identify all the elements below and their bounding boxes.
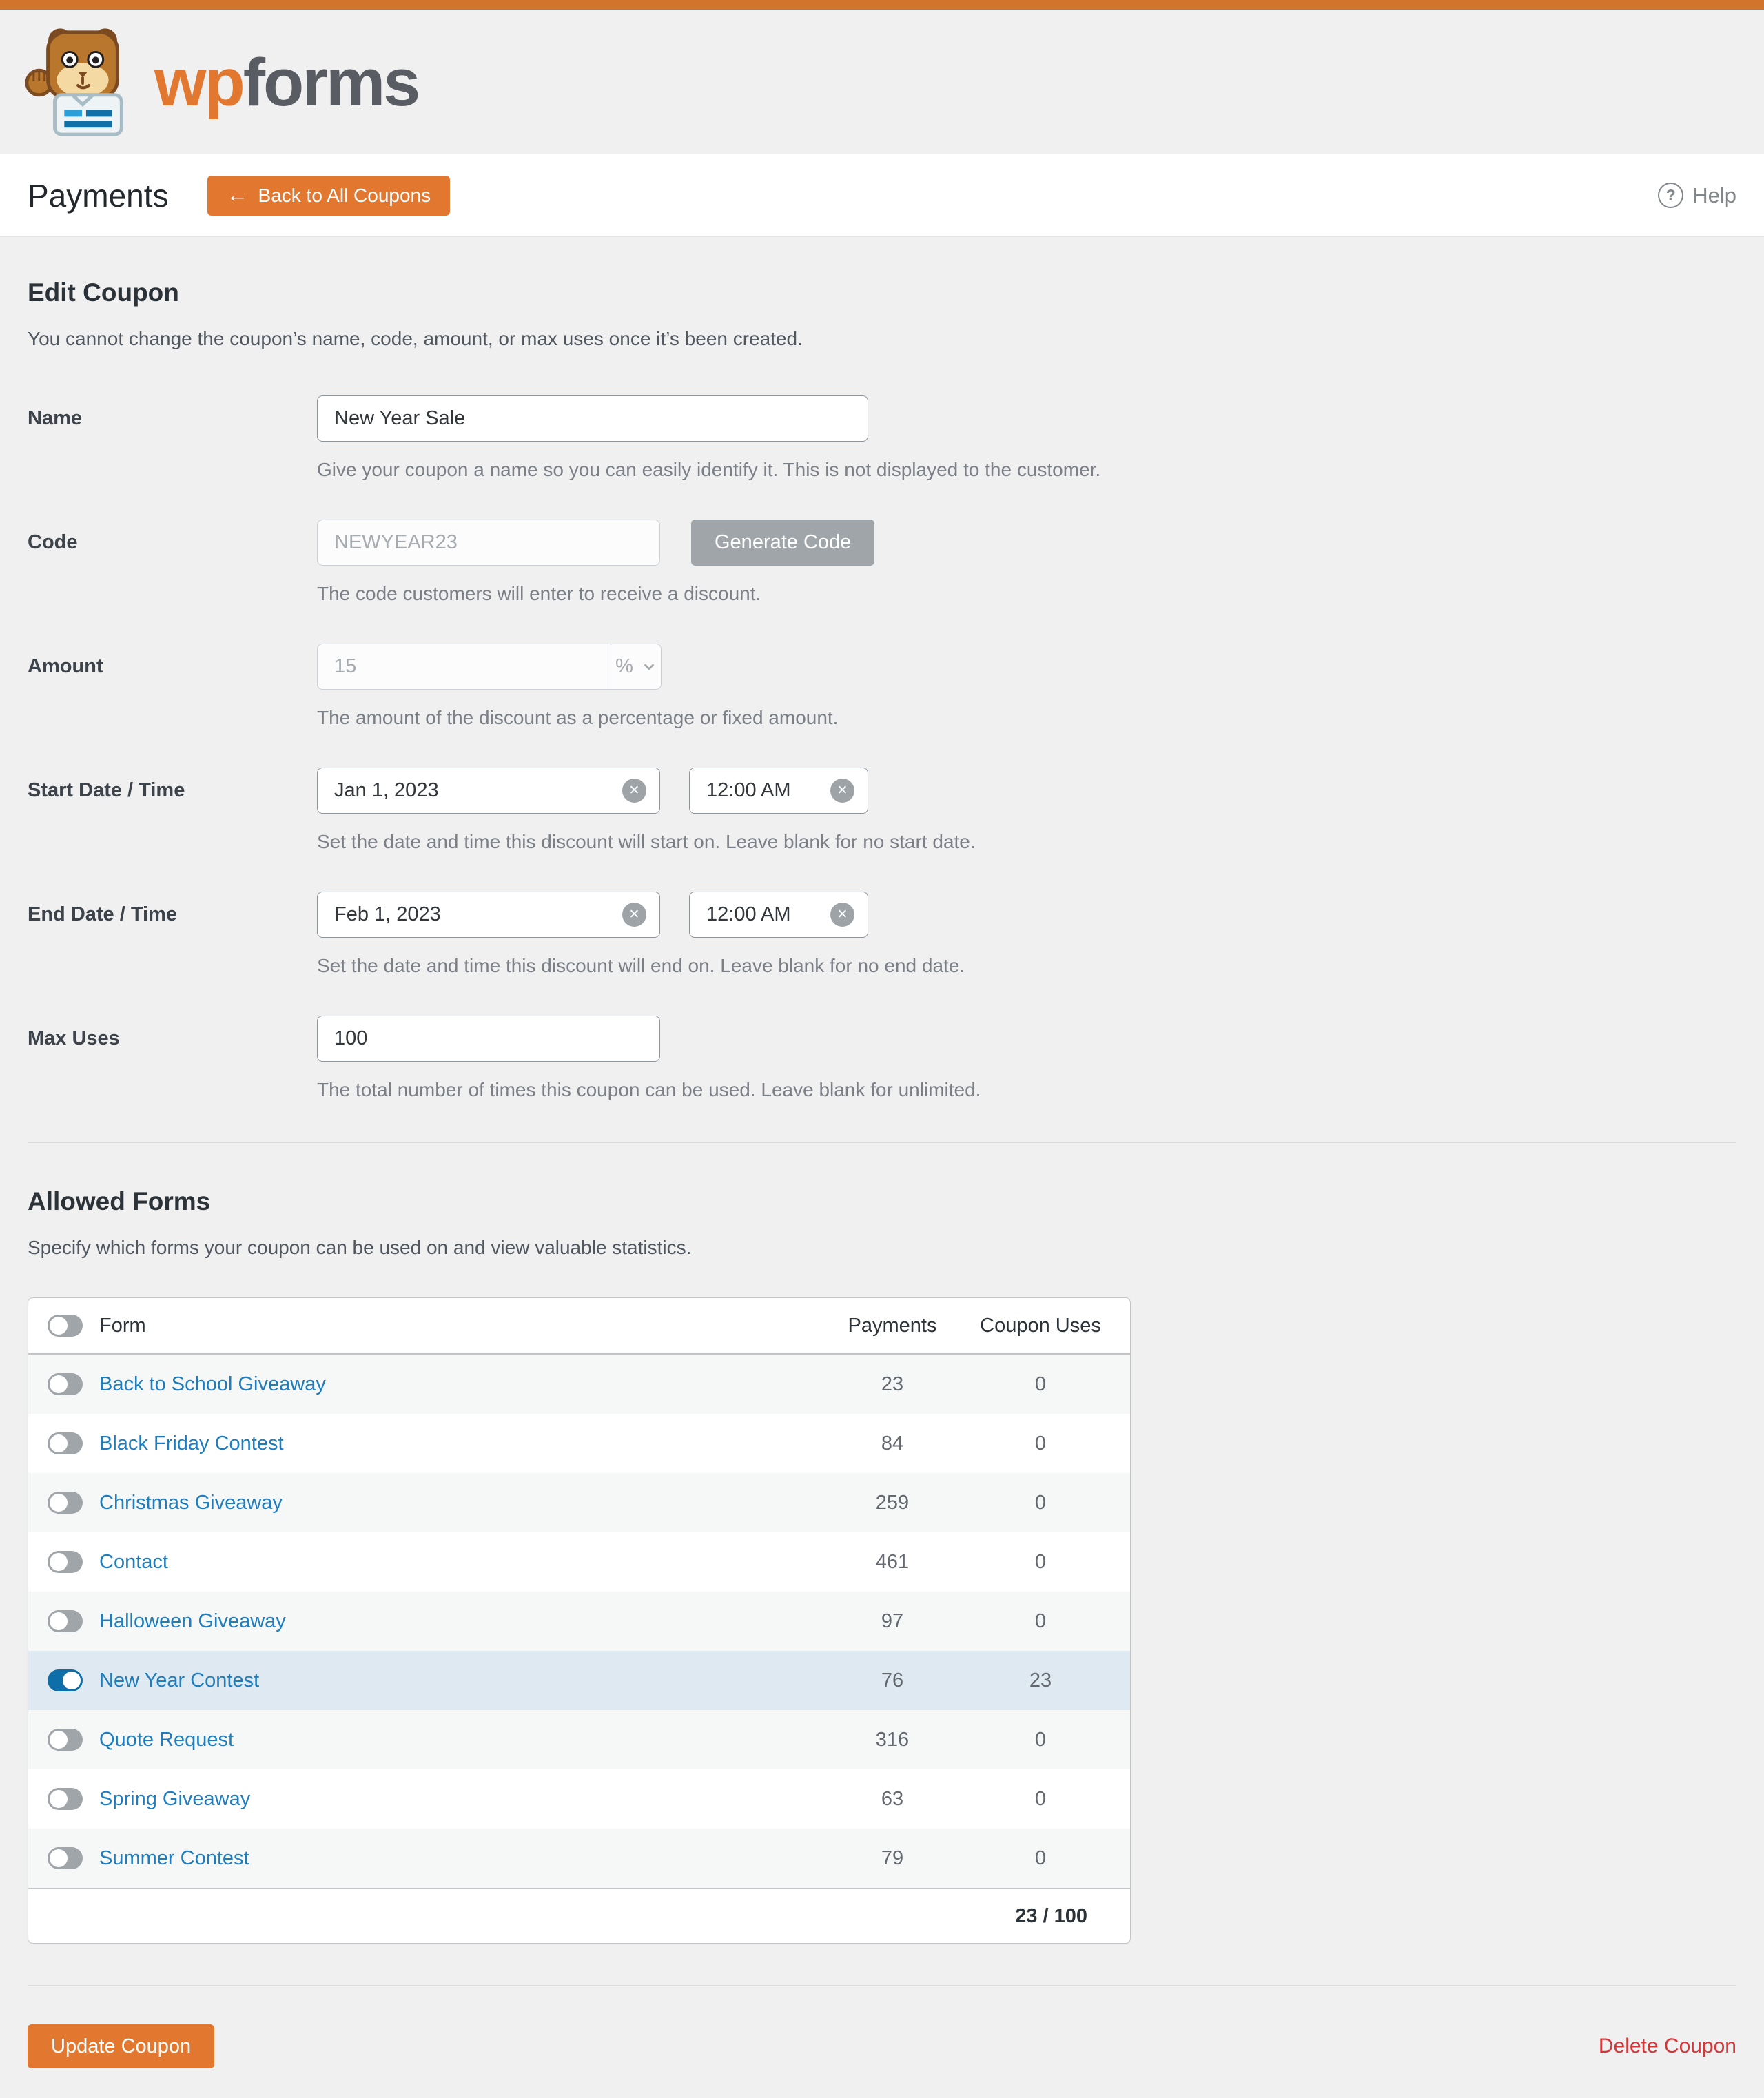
delete-coupon-link[interactable]: Delete Coupon (1598, 2035, 1736, 2057)
generate-code-button: Generate Code (691, 520, 874, 566)
forms-table-body (28, 1355, 1130, 1888)
max-uses-input[interactable] (317, 1016, 660, 1062)
start-time-clear-icon[interactable]: ✕ (830, 779, 854, 803)
section-divider (28, 1142, 1736, 1143)
coupon-uses-value: 0 (1034, 1610, 1047, 1632)
allowed-forms-description: Specify which forms your coupon can be used on and view valuable statistics. (28, 1237, 692, 1258)
start-date-wrap (317, 768, 660, 814)
payments-value: 79 (881, 1847, 904, 1869)
coupon-uses-value: 0 (1034, 1728, 1047, 1751)
wpforms-wordmark (154, 44, 419, 120)
form-link[interactable]: Contact (99, 1550, 168, 1573)
main-content (0, 237, 1764, 2098)
column-header-payments: Payments (848, 1314, 937, 1337)
coupon-uses-value: 23 (1029, 1669, 1052, 1691)
amount-unit-select (611, 644, 661, 689)
form-link[interactable]: Quote Request (99, 1728, 234, 1751)
payments-value: 461 (875, 1550, 910, 1573)
end-time-wrap (689, 892, 868, 938)
end-date-input[interactable] (317, 892, 660, 938)
column-header-coupon-uses: Coupon Uses (980, 1314, 1101, 1337)
form-link[interactable]: New Year Contest (99, 1669, 260, 1691)
page-title: Payments (28, 177, 169, 214)
end-field-row (28, 892, 1736, 977)
coupon-uses-total: 23 / 100 (1015, 1904, 1087, 1927)
page-bar (0, 154, 1764, 237)
coupon-uses-value: 0 (1034, 1847, 1047, 1869)
form-link[interactable]: Christmas Giveaway (99, 1491, 283, 1514)
toggle-knob (63, 1672, 81, 1689)
form-link[interactable]: Spring Giveaway (99, 1787, 251, 1810)
end-date-clear-icon[interactable]: ✕ (622, 903, 646, 927)
form-link[interactable]: Summer Contest (99, 1847, 249, 1869)
form-toggle[interactable] (48, 1847, 83, 1869)
name-help-text: Give your coupon a name so you can easily identify it. This is not displayed to the customer. (317, 459, 1101, 480)
name-field-row (28, 395, 1736, 481)
payments-value: 259 (875, 1491, 910, 1514)
help-link[interactable] (1658, 183, 1736, 208)
form-toggle[interactable] (48, 1669, 83, 1691)
amount-field-row (28, 644, 1736, 729)
coupon-uses-value: 0 (1034, 1432, 1047, 1454)
edit-coupon-description: You cannot change the coupon’s name, code, amount, or max uses once it’s been created. (28, 328, 803, 349)
end-label: End Date / Time (28, 903, 178, 925)
start-date-clear-icon[interactable]: ✕ (622, 779, 646, 803)
toggle-knob (50, 1434, 68, 1452)
help-icon: ? (1658, 183, 1683, 208)
toggle-knob (50, 1553, 68, 1571)
payments-value: 97 (881, 1610, 904, 1632)
forms-table-footer (28, 1888, 1130, 1943)
master-form-toggle[interactable] (48, 1315, 83, 1337)
form-toggle[interactable] (48, 1373, 83, 1395)
update-coupon-button[interactable]: Update Coupon (28, 2024, 214, 2068)
code-input (317, 520, 660, 566)
form-link[interactable]: Halloween Giveaway (99, 1610, 286, 1632)
form-row (28, 1829, 1130, 1888)
amount-label: Amount (28, 655, 103, 677)
form-toggle[interactable] (48, 1788, 83, 1810)
form-row (28, 1473, 1130, 1532)
allowed-forms-title: Allowed Forms (28, 1187, 211, 1215)
toggle-knob (50, 1375, 68, 1393)
form-toggle[interactable] (48, 1610, 83, 1632)
max-uses-field-row (28, 1016, 1736, 1101)
allowed-forms-table (28, 1297, 1131, 1944)
toggle-knob (50, 1731, 68, 1749)
code-label: Code (28, 531, 78, 553)
back-arrow-icon: ← (226, 182, 249, 207)
form-row (28, 1769, 1130, 1829)
amount-help-text: The amount of the discount as a percentage or fixed amount. (317, 707, 839, 728)
forms-table-header (28, 1298, 1130, 1355)
code-help-text: The code customers will enter to receive a discount. (317, 583, 761, 604)
coupon-uses-value: 0 (1034, 1491, 1047, 1514)
end-time-clear-icon[interactable]: ✕ (830, 903, 854, 927)
start-date-input[interactable] (317, 768, 660, 814)
coupon-uses-value: 0 (1034, 1550, 1047, 1573)
max-uses-help-text: The total number of times this coupon can be used. Leave blank for unlimited. (317, 1079, 981, 1100)
start-field-row (28, 768, 1736, 853)
form-row (28, 1592, 1130, 1651)
edit-coupon-title: Edit Coupon (28, 278, 179, 307)
help-label: Help (1692, 183, 1736, 207)
payments-value: 76 (881, 1669, 904, 1691)
form-row (28, 1710, 1130, 1769)
wordmark-wp: wp (154, 44, 243, 120)
end-help-text: Set the date and time this discount will end on. Leave blank for no end date. (317, 955, 965, 976)
form-row (28, 1651, 1130, 1710)
payments-value: 23 (881, 1372, 904, 1395)
form-toggle[interactable] (48, 1492, 83, 1514)
form-link[interactable]: Black Friday Contest (99, 1432, 284, 1454)
column-header-form: Form (99, 1314, 146, 1337)
amount-unit-value: % (615, 655, 633, 677)
wpforms-bear-icon (25, 24, 141, 140)
code-field-row (28, 520, 1736, 605)
bottom-divider (28, 1985, 1736, 1986)
back-to-all-coupons-button[interactable] (207, 176, 451, 216)
form-link[interactable]: Back to School Giveaway (99, 1372, 326, 1395)
form-row (28, 1355, 1130, 1414)
max-uses-label: Max Uses (28, 1027, 120, 1049)
top-accent-bar (0, 0, 1764, 10)
toggle-knob (50, 1612, 68, 1630)
start-label: Start Date / Time (28, 779, 185, 801)
toggle-knob (50, 1317, 68, 1335)
form-row (28, 1532, 1130, 1592)
bottom-actions (28, 2024, 1736, 2068)
toggle-knob (50, 1849, 68, 1867)
site-header (0, 10, 1764, 154)
form-toggle[interactable] (48, 1432, 83, 1454)
amount-input (318, 644, 611, 689)
back-button-label: Back to All Coupons (258, 184, 431, 206)
chevron-down-icon (642, 659, 657, 675)
form-row (28, 1414, 1130, 1473)
form-toggle[interactable] (48, 1729, 83, 1751)
toggle-knob (50, 1494, 68, 1512)
payments-value: 63 (881, 1787, 904, 1810)
form-toggle[interactable] (48, 1551, 83, 1573)
coupon-uses-value: 0 (1034, 1787, 1047, 1810)
start-time-wrap (689, 768, 868, 814)
amount-input-group (317, 644, 662, 690)
coupon-uses-value: 0 (1034, 1372, 1047, 1395)
name-input[interactable] (317, 395, 868, 442)
payments-value: 84 (881, 1432, 904, 1454)
end-date-wrap (317, 892, 660, 938)
start-help-text: Set the date and time this discount will start on. Leave blank for no start date. (317, 831, 976, 852)
toggle-knob (50, 1790, 68, 1808)
wordmark-forms: forms (243, 44, 419, 120)
name-label: Name (28, 407, 82, 429)
payments-value: 316 (875, 1728, 910, 1751)
